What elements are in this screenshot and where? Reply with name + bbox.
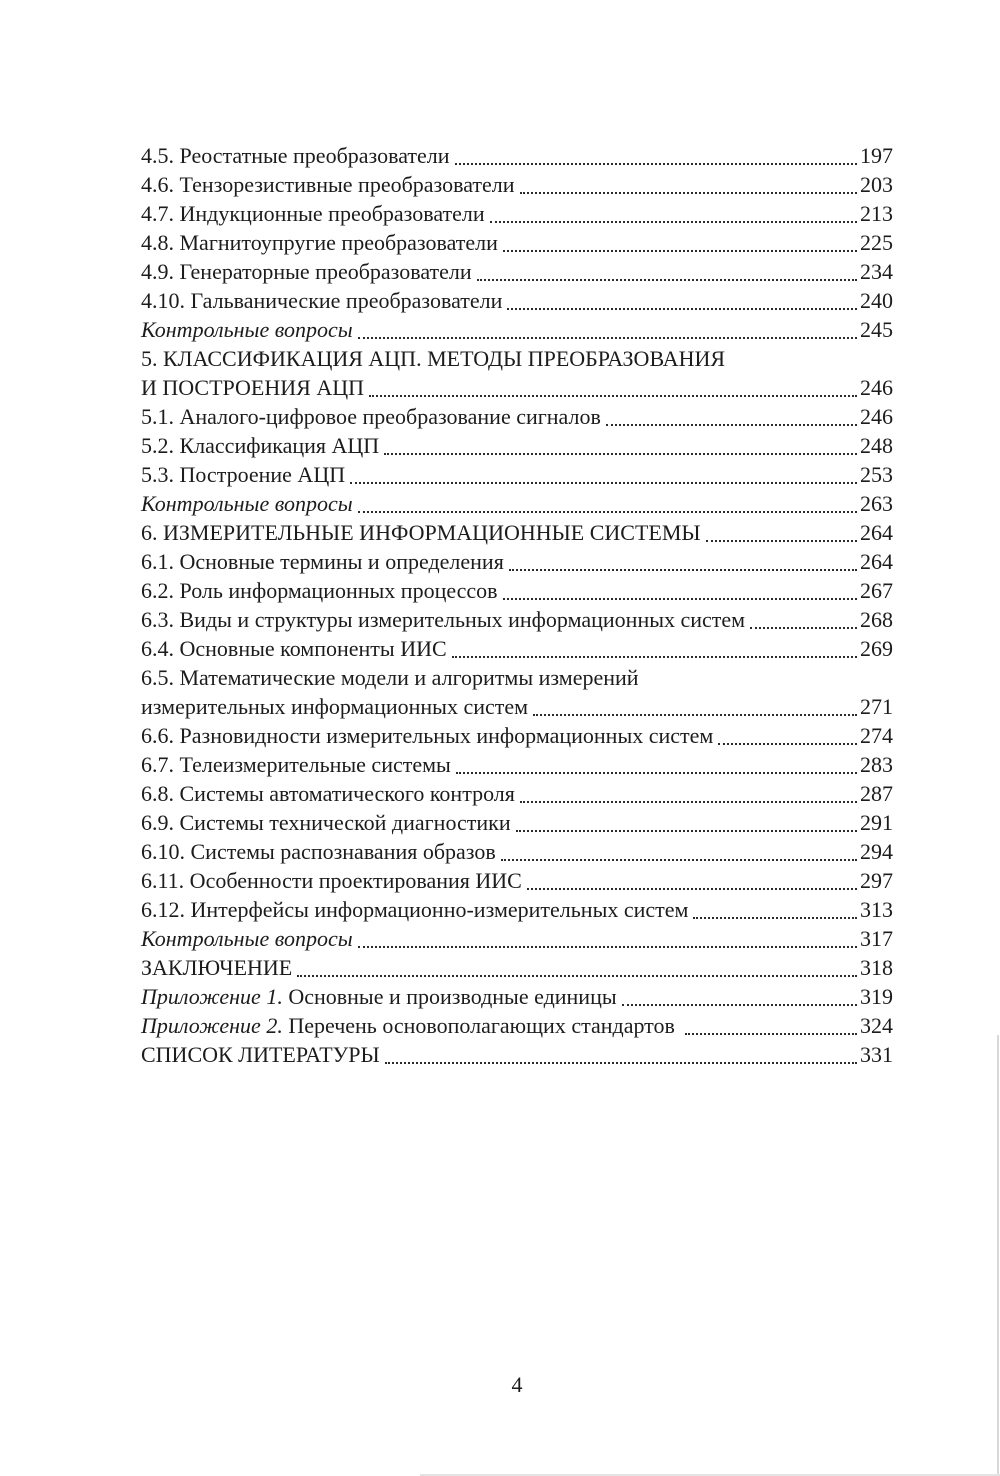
toc-entry-title [141,721,713,750]
toc-title-italic-part: Контрольные вопросы [141,926,353,951]
toc-entry [141,779,893,808]
dot-leader [706,540,857,542]
toc-title-part: Перечень основополагающих стандартов [282,1013,681,1038]
toc-page-number: 263 [860,491,893,516]
toc-line [141,489,893,518]
toc-entry-title [141,1011,680,1040]
toc-line [141,605,893,634]
toc-page-number: 253 [860,462,893,487]
toc-line [141,982,893,1011]
toc-entry-title [141,750,451,779]
toc-title-part: 6.9. Системы технической диагностики [141,810,511,835]
toc-title-part: СПИСОК ЛИТЕРАТУРЫ [141,1042,380,1067]
toc-title-part: ЗАКЛЮЧЕНИЕ [141,955,293,980]
toc-page-number: 203 [860,172,893,197]
toc-line [141,1040,893,1069]
toc-entry [141,634,893,663]
toc-page-number: 248 [860,433,893,458]
toc-entry [141,663,893,721]
toc-title-part: 5. КЛАССИФИКАЦИЯ АЦП. МЕТОДЫ ПРЕОБРАЗОВАНИЯ [141,346,726,371]
page-number-footer: 4 [511,1372,523,1397]
dot-leader [503,598,857,600]
dot-leader [693,917,857,919]
toc-line [141,402,893,431]
dot-leader [455,163,857,165]
dot-leader [369,395,857,397]
toc-entry-title [141,808,511,837]
toc-page-number: 197 [860,143,893,168]
toc-title-part: 6.8. Системы автоматического контроля [141,781,515,806]
toc-entry-title [141,257,472,286]
dot-leader [358,511,857,513]
dot-leader [685,1033,857,1035]
toc-title-part: 6.11. Особенности проектирования ИИС [141,868,522,893]
toc-line [141,953,893,982]
toc-entry-title [141,460,345,489]
toc-page [141,141,893,1069]
toc-entry-title [141,779,515,808]
toc-title-part: 4.10. Гальванические преобразователи [141,288,503,313]
toc-title-part: 4.6. Тензорезистивные преобразователи [141,172,515,197]
toc-entry [141,1011,893,1040]
toc-line [141,924,893,953]
toc-page-number: 269 [860,636,893,661]
toc-line [141,373,893,402]
toc-line [141,431,893,460]
toc-title-part: 4.8. Магнитоупругие преобразователи [141,230,498,255]
toc-entry [141,808,893,837]
toc-page-number: 268 [860,607,893,632]
toc-page-number: 319 [860,984,893,1009]
toc-entry [141,721,893,750]
toc-line [141,866,893,895]
toc-entry [141,489,893,518]
toc-title-part: 6.4. Основные компоненты ИИС [141,636,447,661]
toc-line [141,692,893,721]
toc-entry [141,924,893,953]
toc-title-part: И ПОСТРОЕНИЯ АЦП [141,375,364,400]
toc-line [141,634,893,663]
dot-leader [384,453,857,455]
dot-leader [533,714,857,716]
toc-page-number: 246 [860,375,893,400]
scan-edge-right [997,1035,999,1476]
toc-entry [141,982,893,1011]
toc-entry [141,315,893,344]
toc-entry-title [141,315,353,344]
toc-entry [141,344,893,402]
toc-title-part: Основные и производные единицы [282,984,617,1009]
toc-entry [141,953,893,982]
toc-page-number: 274 [860,723,893,748]
toc-entry [141,576,893,605]
dot-leader [503,250,857,252]
dot-leader [516,830,857,832]
toc-page-number: 240 [860,288,893,313]
dot-leader [509,569,857,571]
toc-title-part: 6.3. Виды и структуры измерительных информационных систем [141,607,746,632]
dot-leader [501,859,857,861]
toc-entry [141,518,893,547]
toc-line [141,170,893,199]
toc-entry [141,866,893,895]
dot-leader [507,308,857,310]
dot-leader [297,975,857,977]
toc-entry [141,750,893,779]
dot-leader [452,656,857,658]
toc-entry-title [141,344,725,373]
toc-title-italic-part: Контрольные вопросы [141,491,353,516]
toc-page-number: 287 [860,781,893,806]
toc-line [141,518,893,547]
toc-line [141,141,893,170]
toc-line [141,663,893,692]
toc-title-italic-part: Приложение 2. [141,1013,283,1038]
toc-line [141,895,893,924]
toc-title-part: 6.2. Роль информационных процессов [141,578,498,603]
toc-line [141,199,893,228]
dot-leader [477,279,857,281]
toc-line [141,779,893,808]
toc-entry-title [141,953,292,982]
toc-title-part: 5.2. Классификация АЦП [141,433,380,458]
dot-leader [385,1062,857,1064]
dot-leader [718,743,857,745]
dot-leader [358,946,857,948]
toc-line [141,1011,893,1040]
toc-line [141,228,893,257]
toc-title-part: 6.5. Математические модели и алгоритмы измерений [141,665,639,690]
toc-page-number: 331 [860,1042,893,1067]
toc-page-number: 313 [860,897,893,922]
toc-entry-title [141,924,353,953]
toc-entry [141,605,893,634]
toc-title-part: 6.12. Интерфейсы информационно-измерительных систем [141,897,689,922]
toc-entry [141,547,893,576]
toc-entry-title [141,373,364,402]
toc-page-number: 294 [860,839,893,864]
dot-leader [456,772,857,774]
toc-title-part: 6.6. Разновидности измерительных информационных систем [141,723,714,748]
toc-line [141,257,893,286]
toc-line [141,547,893,576]
toc-page-number: 264 [860,549,893,574]
toc-title-italic-part: Приложение 1. [141,984,283,1009]
toc-entry-title [141,895,688,924]
toc-line [141,315,893,344]
toc-entry [141,402,893,431]
toc-title-part: 6. ИЗМЕРИТЕЛЬНЫЕ ИНФОРМАЦИОННЫЕ СИСТЕМЫ [141,520,701,545]
toc-line [141,344,893,373]
toc-page-number: 245 [860,317,893,342]
toc-line [141,721,893,750]
toc-page-number: 324 [860,1013,893,1038]
toc-entry-title [141,547,504,576]
dot-leader [520,192,857,194]
toc-entry-title [141,837,496,866]
toc-entry-title [141,199,485,228]
toc-page-number: 246 [860,404,893,429]
dot-leader [527,888,857,890]
toc-entry [141,257,893,286]
toc-entry-title [141,982,617,1011]
toc-page-number: 264 [860,520,893,545]
toc-entry-title [141,605,745,634]
toc-entry-title [141,228,498,257]
toc-entry [141,199,893,228]
toc-title-part: 4.9. Генераторные преобразователи [141,259,472,284]
toc-entry [141,895,893,924]
toc-entry [141,228,893,257]
toc-entry-title [141,286,502,315]
toc-page-number: 297 [860,868,893,893]
toc-page-number: 234 [860,259,893,284]
toc-page-number: 225 [860,230,893,255]
toc-title-part: 6.10. Системы распознавания образов [141,839,496,864]
toc-page-number: 283 [860,752,893,777]
toc-page-number: 213 [860,201,893,226]
toc-title-part: 5.3. Построение АЦП [141,462,346,487]
toc-title-part: 5.1. Аналого-цифровое преобразование сигналов [141,404,601,429]
toc-title-part: 6.1. Основные термины и определения [141,549,504,574]
toc-entry-title [141,141,450,170]
toc-entry [141,837,893,866]
toc-title-part: 6.7. Телеизмерительные системы [141,752,451,777]
toc-line [141,750,893,779]
toc-entry-title [141,663,639,692]
toc-list [141,141,893,1069]
toc-page-number: 291 [860,810,893,835]
toc-entry-title [141,634,447,663]
dot-leader [750,627,857,629]
toc-title-italic-part: Контрольные вопросы [141,317,353,342]
toc-page-number: 271 [860,694,893,719]
toc-line [141,576,893,605]
toc-entry-title [141,518,701,547]
toc-entry-title [141,692,528,721]
toc-entry [141,1040,893,1069]
dot-leader [350,482,857,484]
toc-entry-title [141,170,515,199]
toc-page-number: 267 [860,578,893,603]
dot-leader [520,801,857,803]
toc-page-number: 317 [860,926,893,951]
toc-entry [141,170,893,199]
toc-entry [141,431,893,460]
dot-leader [622,1004,857,1006]
toc-entry [141,141,893,170]
dot-leader [358,337,857,339]
toc-page-number: 318 [860,955,893,980]
toc-entry-title [141,431,379,460]
toc-entry-title [141,402,601,431]
dot-leader [606,424,857,426]
toc-line [141,837,893,866]
toc-title-part: 4.5. Реостатные преобразователи [141,143,450,168]
toc-title-part: 4.7. Индукционные преобразователи [141,201,485,226]
toc-title-part: измерительных информационных систем [141,694,529,719]
dot-leader [490,221,857,223]
toc-line [141,808,893,837]
toc-line [141,286,893,315]
toc-entry [141,460,893,489]
toc-entry-title [141,866,522,895]
toc-entry [141,286,893,315]
toc-line [141,460,893,489]
toc-entry-title [141,576,498,605]
toc-entry-title [141,489,353,518]
toc-entry-title [141,1040,380,1069]
